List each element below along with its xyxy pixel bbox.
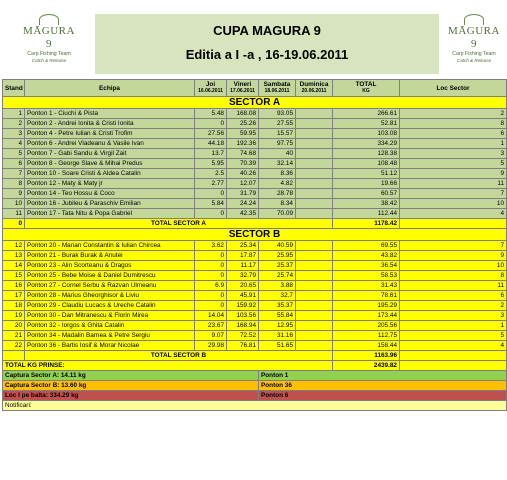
- cell-stand[interactable]: [3, 351, 25, 361]
- captura-sector-b-row[interactable]: [3, 381, 507, 391]
- col-loc-sector[interactable]: Loc Sector: [400, 80, 507, 97]
- cell-total[interactable]: 128.38: [333, 149, 400, 159]
- col-stand[interactable]: Stand: [3, 80, 25, 97]
- col-vineri[interactable]: Vineri 17.06.2011: [227, 80, 259, 97]
- cell-vineri[interactable]: 159.92: [227, 301, 259, 311]
- cell-joi[interactable]: 0: [195, 271, 227, 281]
- cell-duminica[interactable]: [296, 159, 333, 169]
- cell-echipa[interactable]: Ponton 10 - Soare Cristi & Aldea Catalin: [25, 169, 195, 179]
- grand-total-label[interactable]: TOTAL KG PRINSE:: [3, 361, 333, 371]
- cell-duminica[interactable]: [296, 261, 333, 271]
- cell-stand[interactable]: 9: [3, 189, 25, 199]
- cell-duminica[interactable]: [296, 241, 333, 251]
- cell-echipa[interactable]: Ponton 32 - Iorgos & Ghita Catalin: [25, 321, 195, 331]
- cell-echipa[interactable]: Ponton 4 - Petre Iulian & Cristi Trofim: [25, 129, 195, 139]
- cell-stand[interactable]: 10: [3, 199, 25, 209]
- cell-duminica[interactable]: [296, 251, 333, 261]
- table-header-row: [3, 80, 507, 97]
- cell-stand[interactable]: 6: [3, 159, 25, 169]
- cell-stand[interactable]: 14: [3, 261, 25, 271]
- cell-total[interactable]: 31.43: [333, 281, 400, 291]
- cell-echipa[interactable]: Ponton 36 - Bartis Iosif & Morar Nicolae: [25, 341, 195, 351]
- logo-brand: MĀGURA 9: [448, 25, 500, 50]
- table-row[interactable]: [3, 159, 507, 169]
- cell-loc-sector[interactable]: 11: [400, 179, 507, 189]
- cell-total[interactable]: 112.44: [333, 209, 400, 219]
- cell-total[interactable]: 195.29: [333, 301, 400, 311]
- cell-sambata[interactable]: 32.14: [259, 159, 296, 169]
- cell-duminica[interactable]: [296, 291, 333, 301]
- cell-echipa[interactable]: Ponton 20 - Marian Constantin & Iulian Chircea: [25, 241, 195, 251]
- cell-sambata[interactable]: 31.16: [259, 331, 296, 341]
- cell-vineri[interactable]: 192.36: [227, 139, 259, 149]
- cell-duminica[interactable]: [296, 189, 333, 199]
- cell-echipa[interactable]: Ponton 25 - Bebe Moise & Daniel Dumitrescu: [25, 271, 195, 281]
- cell-total[interactable]: 108.48: [333, 159, 400, 169]
- cell-joi[interactable]: 0: [195, 261, 227, 271]
- col-duminica[interactable]: Duminica 20.06.2011: [296, 80, 333, 97]
- cell-sambata[interactable]: 12.95: [259, 321, 296, 331]
- cell-echipa[interactable]: Ponton 34 - Madalin Barnea & Petre Sergiu: [25, 331, 195, 341]
- cell-echipa[interactable]: Ponton 29 - Claudiu Lucacs & Ureche Catalin: [25, 301, 195, 311]
- cell-sambata[interactable]: 97.75: [259, 139, 296, 149]
- cell-total[interactable]: 78.61: [333, 291, 400, 301]
- cell-joi[interactable]: 5.95: [195, 159, 227, 169]
- cell-duminica[interactable]: [296, 169, 333, 179]
- cell-joi[interactable]: 13.7: [195, 149, 227, 159]
- cell-vineri[interactable]: 17.87: [227, 251, 259, 261]
- footer-value[interactable]: Ponton 6: [259, 391, 507, 401]
- cell-total[interactable]: 112.75: [333, 331, 400, 341]
- cell-sambata[interactable]: 27.55: [259, 119, 296, 129]
- cell-duminica[interactable]: [296, 129, 333, 139]
- section-title: SECTOR B: [3, 229, 507, 241]
- cell-sambata[interactable]: 8.34: [259, 199, 296, 209]
- table-row[interactable]: [3, 189, 507, 199]
- cell-sambata[interactable]: 25.37: [259, 261, 296, 271]
- cell-vineri[interactable]: 59.95: [227, 129, 259, 139]
- cell-sambata[interactable]: 70.09: [259, 209, 296, 219]
- magura-logo-right: [445, 14, 503, 63]
- cell-sambata[interactable]: 3.88: [259, 281, 296, 291]
- table-row[interactable]: [3, 209, 507, 219]
- cell-total[interactable]: 1178.42: [333, 219, 400, 229]
- cell-joi[interactable]: 5.84: [195, 199, 227, 209]
- cell-vineri[interactable]: 25.34: [227, 241, 259, 251]
- table-row[interactable]: [3, 139, 507, 149]
- fish-icon: [464, 14, 484, 25]
- sector-a-total-row[interactable]: [3, 219, 507, 229]
- cell-duminica[interactable]: [296, 341, 333, 351]
- table-row[interactable]: [3, 271, 507, 281]
- table-row[interactable]: [3, 149, 507, 159]
- cell-stand[interactable]: 21: [3, 331, 25, 341]
- cell-joi[interactable]: 0: [195, 189, 227, 199]
- sector-b-total-row[interactable]: [3, 351, 507, 361]
- cell-echipa[interactable]: Ponton 30 - Dan Mitranescu & Florin Mirea: [25, 311, 195, 321]
- cell-joi[interactable]: 3.62: [195, 241, 227, 251]
- footer-value[interactable]: Ponton 36: [259, 381, 507, 391]
- cell-duminica[interactable]: [296, 209, 333, 219]
- table-row[interactable]: [3, 109, 507, 119]
- table-row[interactable]: [3, 251, 507, 261]
- cell-total-label[interactable]: TOTAL SECTOR B: [25, 351, 333, 361]
- cell-vineri[interactable]: 11.17: [227, 261, 259, 271]
- cell-duminica[interactable]: [296, 139, 333, 149]
- cell-loc-sector[interactable]: 4: [400, 209, 507, 219]
- col-sambata[interactable]: Sambata 18.06.2011: [259, 80, 296, 97]
- cell-vineri[interactable]: 103.56: [227, 311, 259, 321]
- cell-stand[interactable]: 11: [3, 209, 25, 219]
- cell-echipa[interactable]: Ponton 23 - Alin Scorteanu & Dragos: [25, 261, 195, 271]
- cell-stand[interactable]: 4: [3, 139, 25, 149]
- cell-stand[interactable]: 13: [3, 251, 25, 261]
- cell-loc-sector[interactable]: 7: [400, 189, 507, 199]
- fish-icon: [39, 14, 59, 25]
- cell-sambata[interactable]: 4.82: [259, 179, 296, 189]
- cell-loc-sector[interactable]: 9: [400, 251, 507, 261]
- cell-echipa[interactable]: Ponton 2 - Andrei Ionita & Cristi Ionita: [25, 119, 195, 129]
- cell-total[interactable]: 58.53: [333, 271, 400, 281]
- cell-loc-sector[interactable]: 1: [400, 321, 507, 331]
- cell-duminica[interactable]: [296, 271, 333, 281]
- cell-vineri[interactable]: 72.52: [227, 331, 259, 341]
- cell-sambata[interactable]: 40: [259, 149, 296, 159]
- cell-duminica[interactable]: [296, 281, 333, 291]
- table-row[interactable]: [3, 281, 507, 291]
- cell-echipa[interactable]: Ponton 16 - Jubileu & Paraschiv Emilian: [25, 199, 195, 209]
- cell-vineri[interactable]: 31.79: [227, 189, 259, 199]
- cell-stand[interactable]: 5: [3, 149, 25, 159]
- captura-sector-a-row[interactable]: [3, 371, 507, 381]
- sector-b-heading: [3, 229, 507, 241]
- footer-value[interactable]: Ponton 1: [259, 371, 507, 381]
- logo-team: Carp Fishing Team: [452, 51, 496, 57]
- cell-vineri[interactable]: 42.35: [227, 209, 259, 219]
- cell-stand[interactable]: 18: [3, 301, 25, 311]
- cell-stand[interactable]: 12: [3, 241, 25, 251]
- cell-sambata[interactable]: 93.05: [259, 109, 296, 119]
- cell-loc-sector[interactable]: 1: [400, 139, 507, 149]
- table-row[interactable]: [3, 341, 507, 351]
- cell-joi[interactable]: 29.98: [195, 341, 227, 351]
- cell-loc-sector[interactable]: 2: [400, 301, 507, 311]
- cell-total[interactable]: 103.08: [333, 129, 400, 139]
- table-row[interactable]: [3, 241, 507, 251]
- cell-total[interactable]: 266.61: [333, 109, 400, 119]
- magura-logo-left: [20, 14, 78, 63]
- table-row[interactable]: [3, 169, 507, 179]
- table-row[interactable]: [3, 261, 507, 271]
- cell-stand[interactable]: 17: [3, 291, 25, 301]
- loc-i-balta-row[interactable]: [3, 391, 507, 401]
- results-table: [2, 79, 507, 411]
- cell-sambata[interactable]: 32.7: [259, 291, 296, 301]
- cell-echipa[interactable]: Ponton 14 - Teo Hossu & Coco: [25, 189, 195, 199]
- logo-team: Carp Fishing Team: [27, 51, 71, 57]
- cell-stand[interactable]: 20: [3, 321, 25, 331]
- sector-a-heading: SECTOR A: [3, 97, 507, 109]
- cell-joi[interactable]: 0: [195, 251, 227, 261]
- cell-sambata[interactable]: 25.95: [259, 251, 296, 261]
- cell-stand[interactable]: 8: [3, 179, 25, 189]
- table-row[interactable]: [3, 331, 507, 341]
- cell-total[interactable]: 69.55: [333, 241, 400, 251]
- cell-joi[interactable]: 0: [195, 119, 227, 129]
- cell-sambata[interactable]: 35.37: [259, 301, 296, 311]
- cell-echipa[interactable]: Ponton 1 - Ciuchi & Pista: [25, 109, 195, 119]
- cell-vineri[interactable]: 20.65: [227, 281, 259, 291]
- cell-echipa[interactable]: Ponton 21 - Burak Burak & Anutei: [25, 251, 195, 261]
- cell-total-label[interactable]: TOTAL SECTOR A: [25, 219, 333, 229]
- cell-loc-sector[interactable]: 4: [400, 341, 507, 351]
- cell-loc-sector[interactable]: 3: [400, 311, 507, 321]
- cell-joi[interactable]: 44.18: [195, 139, 227, 149]
- col-joi[interactable]: Joi 16.06.2011: [195, 80, 227, 97]
- cell-loc-sector[interactable]: 10: [400, 261, 507, 271]
- cell-stand[interactable]: 19: [3, 311, 25, 321]
- cell-stand[interactable]: 0: [3, 219, 25, 229]
- cell-total[interactable]: 38.42: [333, 199, 400, 209]
- cell-vineri[interactable]: 70.39: [227, 159, 259, 169]
- cell-vineri[interactable]: 24.24: [227, 199, 259, 209]
- cell-blank[interactable]: [400, 361, 507, 371]
- cell-vineri[interactable]: 76.81: [227, 341, 259, 351]
- cell-total[interactable]: 52.81: [333, 119, 400, 129]
- table-row[interactable]: [3, 311, 507, 321]
- cell-duminica[interactable]: [296, 179, 333, 189]
- cell-vineri[interactable]: 45.91: [227, 291, 259, 301]
- cell-sambata[interactable]: 25.74: [259, 271, 296, 281]
- cell-vineri[interactable]: 32.79: [227, 271, 259, 281]
- cell-vineri[interactable]: 12.07: [227, 179, 259, 189]
- table-row[interactable]: [3, 119, 507, 129]
- cell-sambata[interactable]: 40.59: [259, 241, 296, 251]
- cell-total[interactable]: 205.56: [333, 321, 400, 331]
- table-row[interactable]: [3, 301, 507, 311]
- grand-total-value[interactable]: 2439.82: [333, 361, 400, 371]
- cell-stand[interactable]: 16: [3, 281, 25, 291]
- cell-sambata[interactable]: 15.57: [259, 129, 296, 139]
- logo-tag: Catch & Release: [31, 58, 67, 63]
- cell-duminica[interactable]: [296, 321, 333, 331]
- cell-loc-sector[interactable]: 2: [400, 109, 507, 119]
- table-row[interactable]: [3, 321, 507, 331]
- cell-duminica[interactable]: [296, 331, 333, 341]
- logo-brand: MĀGURA 9: [23, 25, 75, 50]
- table-row[interactable]: [3, 199, 507, 209]
- cell-loc-sector[interactable]: 11: [400, 281, 507, 291]
- col-total[interactable]: TOTAL KG: [333, 80, 400, 97]
- cell-loc-sector[interactable]: 9: [400, 169, 507, 179]
- cell-loc-sector[interactable]: 5: [400, 331, 507, 341]
- cell-sambata[interactable]: 8.36: [259, 169, 296, 179]
- cell-stand[interactable]: 3: [3, 129, 25, 139]
- cell-vineri[interactable]: 25.26: [227, 119, 259, 129]
- cell-loc-sector[interactable]: 8: [400, 119, 507, 129]
- cell-joi[interactable]: 9.07: [195, 331, 227, 341]
- cell-vineri[interactable]: 168.08: [227, 109, 259, 119]
- cell-loc-sector[interactable]: 8: [400, 271, 507, 281]
- table-row[interactable]: [3, 291, 507, 301]
- grand-total-row[interactable]: [3, 361, 507, 371]
- logo-tag: Catch & Release: [456, 58, 492, 63]
- notificari-row[interactable]: [3, 401, 507, 411]
- cell-joi[interactable]: 6.9: [195, 281, 227, 291]
- cell-loc-sector[interactable]: [400, 219, 507, 229]
- cell-total[interactable]: 173.44: [333, 311, 400, 321]
- cell-vineri[interactable]: 168.94: [227, 321, 259, 331]
- cell-loc-sector[interactable]: 6: [400, 129, 507, 139]
- cell-joi[interactable]: 2.5: [195, 169, 227, 179]
- cell-total[interactable]: 51.12: [333, 169, 400, 179]
- page-title: CUPA MAGURA 9: [213, 23, 321, 38]
- cell-duminica[interactable]: [296, 199, 333, 209]
- cell-duminica[interactable]: [296, 311, 333, 321]
- cell-sambata[interactable]: 55.84: [259, 311, 296, 321]
- cell-joi[interactable]: 14.04: [195, 311, 227, 321]
- cell-sambata[interactable]: 28.78: [259, 189, 296, 199]
- cell-echipa[interactable]: Ponton 8 - George Slave & Mihai Predus: [25, 159, 195, 169]
- cell-total[interactable]: 158.44: [333, 341, 400, 351]
- cell-joi[interactable]: 0: [195, 301, 227, 311]
- title-banner: [95, 14, 439, 74]
- table-row[interactable]: [3, 179, 507, 189]
- footer-label[interactable]: Captura Sector A: 14.11 kg: [3, 371, 259, 381]
- notificari-label[interactable]: Notificari:: [3, 401, 507, 411]
- cell-echipa[interactable]: Ponton 27 - Cornel Serbu & Razvan Ulmeanu: [25, 281, 195, 291]
- cell-total[interactable]: 334.29: [333, 139, 400, 149]
- cell-joi[interactable]: 0: [195, 291, 227, 301]
- cell-stand[interactable]: 7: [3, 169, 25, 179]
- cell-echipa[interactable]: Ponton 12 - Maty & Maty jr: [25, 179, 195, 189]
- cell-sambata[interactable]: 51.65: [259, 341, 296, 351]
- cell-duminica[interactable]: [296, 301, 333, 311]
- footer-label[interactable]: Loc I pe balta: 334.29 kg: [3, 391, 259, 401]
- cell-echipa[interactable]: Ponton 6 - Andrei Vladeanu & Vasile Ivan: [25, 139, 195, 149]
- table-row[interactable]: [3, 129, 507, 139]
- cell-total[interactable]: 36.54: [333, 261, 400, 271]
- cell-duminica[interactable]: [296, 149, 333, 159]
- cell-echipa[interactable]: Ponton 17 - Tata Nitu & Popa Gabriel: [25, 209, 195, 219]
- cell-joi[interactable]: 5.48: [195, 109, 227, 119]
- cell-duminica[interactable]: [296, 109, 333, 119]
- cell-duminica[interactable]: [296, 119, 333, 129]
- cell-loc-sector[interactable]: 5: [400, 159, 507, 169]
- cell-total[interactable]: 43.82: [333, 251, 400, 261]
- footer-label[interactable]: Captura Sector B: 13.60 kg: [3, 381, 259, 391]
- cell-stand[interactable]: 22: [3, 341, 25, 351]
- cell-stand[interactable]: 15: [3, 271, 25, 281]
- cell-echipa[interactable]: Ponton 7 - Gabi Sandu & Virgil Zait: [25, 149, 195, 159]
- cell-vineri[interactable]: 40.26: [227, 169, 259, 179]
- cell-joi[interactable]: 2.77: [195, 179, 227, 189]
- cell-vineri[interactable]: 74.68: [227, 149, 259, 159]
- cell-loc-sector[interactable]: 7: [400, 241, 507, 251]
- cell-total[interactable]: 1163.96: [333, 351, 400, 361]
- cell-loc-sector[interactable]: 3: [400, 149, 507, 159]
- page-subtitle: Editia a I -a , 16-19.06.2011: [185, 47, 349, 62]
- cell-loc-sector[interactable]: 6: [400, 291, 507, 301]
- cell-total[interactable]: 60.57: [333, 189, 400, 199]
- cell-joi[interactable]: 23.67: [195, 321, 227, 331]
- col-echipa[interactable]: Echipa: [25, 80, 195, 97]
- cell-loc-sector[interactable]: [400, 351, 507, 361]
- cell-stand[interactable]: 2: [3, 119, 25, 129]
- cell-joi[interactable]: 0: [195, 209, 227, 219]
- cell-total[interactable]: 19.66: [333, 179, 400, 189]
- cell-stand[interactable]: 1: [3, 109, 25, 119]
- cell-loc-sector[interactable]: 10: [400, 199, 507, 209]
- cell-echipa[interactable]: Ponton 28 - Marius Gheorghisor & Liviu: [25, 291, 195, 301]
- report-header: [0, 0, 507, 79]
- cell-joi[interactable]: 27.56: [195, 129, 227, 139]
